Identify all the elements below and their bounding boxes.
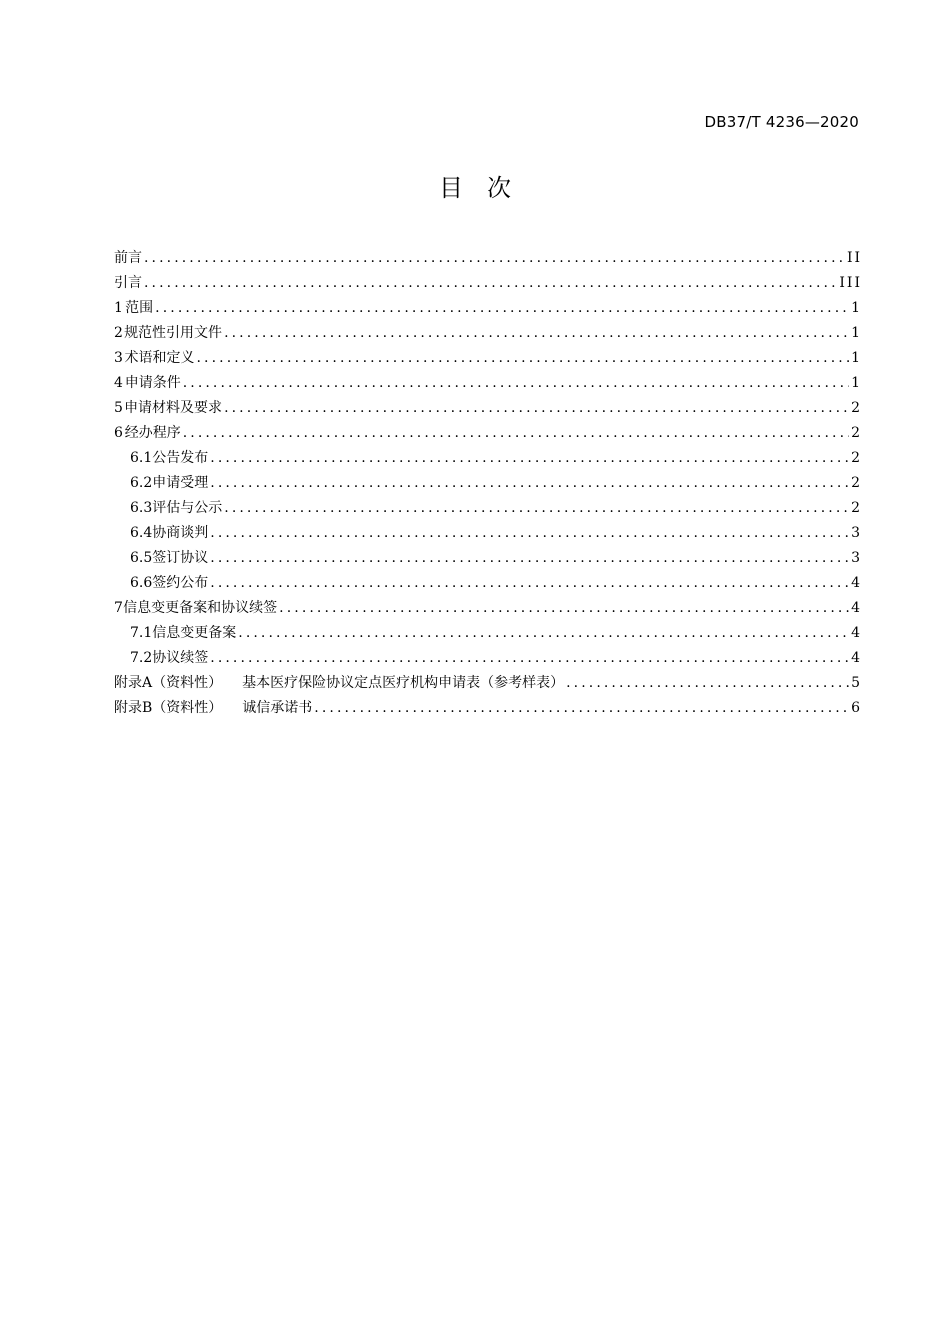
toc-page-number: 3 [851,525,862,541]
toc-entry-6-2[interactable] [114,471,860,496]
toc-entry-label: 引言 [114,275,142,291]
toc-entry-6-1[interactable] [114,446,860,471]
toc-page-number: 1 [851,300,862,316]
toc-page-number: 2 [851,425,862,441]
toc-entry-number: 7.2 [130,650,153,666]
toc-entry-6[interactable] [114,421,860,446]
toc-entry-label: 规范性引用文件 [124,325,223,341]
table-of-contents [114,246,860,721]
toc-page-number: 4 [851,625,862,641]
toc-entry-number: 1 [114,300,123,316]
toc-page-number: 5 [851,675,862,691]
toc-entry-3[interactable] [114,346,860,371]
toc-entry-number: 4 [114,375,123,391]
toc-entry-label: 评估与公示 [152,500,223,516]
toc-entry-label: 协商谈判 [152,525,209,541]
toc-page-number: 6 [851,700,862,716]
toc-entry-number: 7 [114,600,123,616]
toc-page-number: III [839,275,862,291]
toc-entry-label: 公告发布 [152,450,209,466]
toc-leader-dots [238,621,849,646]
toc-entry-annex-a[interactable] [114,671,860,696]
toc-entry-4[interactable] [114,371,860,396]
toc-entry-number: 6.3 [130,500,153,516]
toc-entry-label: 经办程序 [124,425,181,441]
toc-page-number: 4 [851,600,862,616]
annex-title: 基本医疗保险协议定点医疗机构申请表（参考样表） [242,675,565,691]
toc-leader-dots [566,671,849,696]
toc-entry-label: 签订协议 [152,550,209,566]
toc-leader-dots [144,271,837,296]
toc-leader-dots [183,421,849,446]
toc-entry-annex-b[interactable] [114,696,860,721]
toc-entry-label: 申请受理 [152,475,209,491]
toc-leader-dots [210,646,849,671]
toc-entry-6-6[interactable] [114,571,860,596]
toc-entry-label: 签约公布 [152,575,209,591]
toc-leader-dots [314,696,849,721]
toc-page-number: 2 [851,450,862,466]
toc-page-number: 1 [851,375,862,391]
toc-leader-dots [210,471,849,496]
toc-page-number: 4 [851,650,862,666]
toc-entry-number: 7.1 [130,625,153,641]
toc-entry-label: 协议续签 [152,650,209,666]
toc-entry-7[interactable] [114,596,860,621]
document-code: DB37/T 4236—2020 [704,113,859,131]
toc-entry-foreword[interactable] [114,246,860,271]
title-char-2: 次 [487,174,511,202]
toc-page-number: 4 [851,575,862,591]
toc-entry-label: 范围 [125,300,154,316]
toc-entry-number: 5 [114,400,123,416]
toc-leader-dots [210,521,849,546]
toc-entry-label: 信息变更备案 [152,625,237,641]
toc-page-number: 1 [851,350,862,366]
toc-entry-label: 申请材料及要求 [124,400,223,416]
toc-page-number: 2 [851,475,862,491]
toc-leader-dots [183,371,849,396]
annex-designation: 附录A（资料性） [114,675,223,691]
toc-entry-7-2[interactable] [114,646,860,671]
page-title [0,168,950,203]
toc-page-number: II [846,250,862,266]
toc-entry-label: 申请条件 [124,375,181,391]
toc-leader-dots [155,296,849,321]
toc-entry-5[interactable] [114,396,860,421]
toc-entry-number: 6.6 [130,575,153,591]
annex-designation: 附录B（资料性） [114,700,223,716]
toc-entry-1[interactable] [114,296,860,321]
toc-leader-dots [224,396,849,421]
toc-entry-number: 6.4 [130,525,153,541]
toc-entry-2[interactable] [114,321,860,346]
toc-entry-6-5[interactable] [114,546,860,571]
title-char-1: 目 [439,174,463,202]
toc-entry-number: 6 [114,425,123,441]
toc-page-number: 2 [851,400,862,416]
toc-page-number: 3 [851,550,862,566]
toc-leader-dots [224,496,849,521]
toc-entry-label [114,696,312,721]
toc-page-number: 2 [851,500,862,516]
toc-leader-dots [224,321,849,346]
toc-leader-dots [144,246,845,271]
toc-entry-introduction[interactable] [114,271,860,296]
toc-leader-dots [197,346,850,371]
toc-entry-label: 信息变更备案和协议续签 [123,600,278,616]
toc-page-number: 1 [851,325,862,341]
toc-entry-number: 6.5 [130,550,153,566]
annex-title: 诚信承诺书 [242,700,313,716]
toc-entry-number: 6.1 [130,450,153,466]
toc-leader-dots [210,571,849,596]
toc-entry-6-3[interactable] [114,496,860,521]
toc-entry-7-1[interactable] [114,621,860,646]
toc-entry-number: 2 [114,325,123,341]
toc-leader-dots [210,446,849,471]
toc-leader-dots [279,596,849,621]
toc-entry-6-4[interactable] [114,521,860,546]
toc-entry-label: 前言 [114,250,142,266]
toc-entry-number: 6.2 [130,475,153,491]
toc-entry-number: 3 [114,350,123,366]
toc-leader-dots [210,546,849,571]
toc-entry-label: 术语和定义 [124,350,195,366]
toc-entry-label [114,671,564,696]
